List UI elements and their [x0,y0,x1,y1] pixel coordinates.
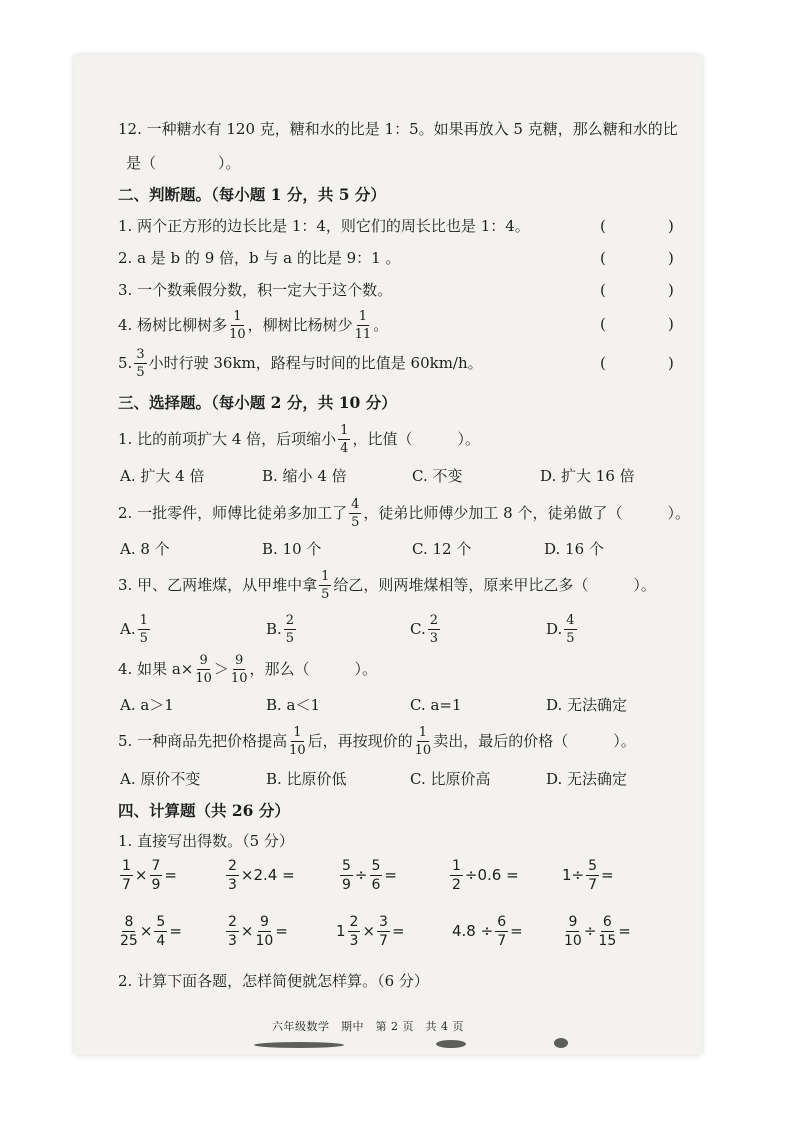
answer-paren-open: ( [600,249,606,267]
choice-q5: 5. 一种商品先把价格提高 $\frac{1}{10}$ 后，再按现价的 $\frac{1}{10}$ 卖出，最后的价格（ ）。 [118,724,636,758]
choice-q1-option-a: A. 扩大 4 倍 [120,467,205,485]
q12-line1: 12. 一种糖水有 120 克，糖和水的比是 1：5。如果再放入 5 克糖，那么糖和水的比 [118,120,678,138]
scan-smudge [436,1040,466,1048]
section4-sub1: 1. 直接写出得数。（5 分） [118,832,294,850]
answer-paren-open: ( [600,217,606,235]
choice-q4-option-c: C. a=1 [410,696,462,714]
exam-page [74,55,702,1055]
choice-q1-option-c: C. 不变 [412,467,463,485]
page-footer: 六年级数学 期中 第 2 页 共 4 页 [272,1020,464,1033]
scan-smudge [254,1042,344,1048]
judge-item-3: 3. 一个数乘假分数，积一定大于这个数。 [118,281,393,299]
calc-r2-c3: 1 $\frac{2}{3}$ × $\frac{3}{7}$ = [336,913,405,949]
calc-r2-c1: $\frac{8}{25}$ × $\frac{5}{4}$ = [120,913,182,949]
fraction: $\frac{1}{10}$ [229,308,246,342]
calc-r1-c3: $\frac{5}{9}$ ÷ $\frac{5}{6}$ = [342,857,397,893]
choice-q5-option-c: C. 比原价高 [410,770,491,788]
answer-paren-close: ) [668,249,674,267]
choice-q3: 3. 甲、乙两堆煤，从甲堆中拿 $\frac{1}{5}$ 给乙，则两堆煤相等，原来甲比乙多（ ）。 [118,568,656,602]
choice-q2-option-a: A. 8 个 [120,540,170,558]
fraction: $\frac{1}{10}$ [289,724,306,758]
section4-sub2: 2. 计算下面各题，怎样简便就怎样算。（6 分） [118,972,429,990]
choice-q4: 4. 如果 a× $\frac{9}{10}$ ＞ $\frac{9}{10}$ ，那么（ ）。 [118,652,377,686]
calc-r1-c4: $\frac{1}{2}$ ÷0.6 = [452,857,519,893]
answer-paren-open: ( [600,315,606,333]
choice-q2: 2. 一批零件，师傅比徒弟多加工了 $\frac{4}{5}$ ，徒弟比师傅少加工 8 个，徒弟做了（ ）。 [118,496,690,530]
answer-paren-close: ) [668,315,674,333]
choice-q2-option-c: C. 12 个 [412,540,472,558]
choice-q4-option-b: B. a＜1 [266,696,321,714]
choice-q5-option-b: B. 比原价低 [266,770,347,788]
fraction: $\frac{2}{5}$ [285,612,295,646]
answer-paren-close: ) [668,281,674,299]
fraction: $\frac{1}{11}$ [354,308,372,342]
choice-q4-option-d: D. 无法确定 [546,696,628,714]
fraction: $\frac{2}{3}$ [429,612,438,646]
choice-q1-option-b: B. 缩小 4 倍 [262,467,347,485]
judge-item-2: 2. a 是 b 的 9 倍，b 与 a 的比是 9：1 。 [118,249,401,267]
answer-paren-close: ) [668,217,674,235]
choice-q5-option-a: A. 原价不变 [120,770,201,788]
fraction: $\frac{9}{10}$ [195,652,212,686]
choice-q3-option-b: B. $\frac{2}{5}$ [266,612,295,646]
calc-r2-c2: $\frac{2}{3}$ × $\frac{9}{10}$ = [228,913,288,949]
choice-q2-option-d: D. 16 个 [544,540,604,558]
choice-q2-option-b: B. 10 个 [262,540,322,558]
choice-q3-option-a: A. $\frac{1}{5}$ [120,612,148,646]
choice-q1: 1. 比的前项扩大 4 倍，后项缩小 $\frac{1}{4}$ ，比值（ ）。 [118,422,480,456]
fraction: $\frac{9}{10}$ [230,652,248,686]
fraction: $\frac{1}{5}$ [321,568,330,602]
answer-paren-open: ( [600,354,606,372]
section4-title: 四、计算题（共 26 分） [118,801,290,820]
choice-q3-option-d: D. $\frac{4}{5}$ [546,612,575,646]
choice-q3-option-c: C. $\frac{2}{3}$ [410,612,438,646]
calc-r2-c5: $\frac{9}{10}$ ÷ $\frac{6}{15}$ = [564,913,631,949]
calc-r1-c1: $\frac{1}{7}$ × $\frac{7}{9}$ = [122,857,177,893]
choice-q1-option-d: D. 扩大 16 倍 [540,467,635,485]
q12-line2: 是（ ）。 [126,154,241,172]
calc-r1-c5: 1÷ $\frac{5}{7}$ = [562,857,614,893]
fraction: $\frac{1}{4}$ [340,422,349,456]
fraction: $\frac{4}{5}$ [351,496,360,530]
fraction: $\frac{1}{10}$ [414,724,432,758]
judge-item-1: 1. 两个正方形的边长比是 1：4，则它们的周长比也是 1：4。 [118,217,530,235]
judge-item-5: 5. $\frac{3}{5}$ 小时行驶 36km，路程与时间的比值是 60km/h。 [118,346,483,380]
section3-title: 三、选择题。（每小题 2 分，共 10 分） [118,393,397,412]
answer-paren-open: ( [600,281,606,299]
fraction: $\frac{4}{5}$ [566,612,575,646]
choice-q5-option-d: D. 无法确定 [546,770,628,788]
scan-smudge [554,1038,568,1048]
judge-item-4: 4. 杨树比柳树多 $\frac{1}{10}$ ，柳树比杨树少 $\frac{1}{11}$ 。 [118,308,389,342]
calc-r1-c2: $\frac{2}{3}$ ×2.4 = [228,857,295,893]
choice-q4-option-a: A. a＞1 [120,696,174,714]
calc-r2-c4: 4.8 ÷ $\frac{6}{7}$ = [452,913,523,949]
section2-title: 二、判断题。（每小题 1 分，共 5 分） [118,185,386,204]
fraction: $\frac{3}{5}$ [136,346,145,380]
fraction: $\frac{1}{5}$ [139,612,148,646]
answer-paren-close: ) [668,354,674,372]
